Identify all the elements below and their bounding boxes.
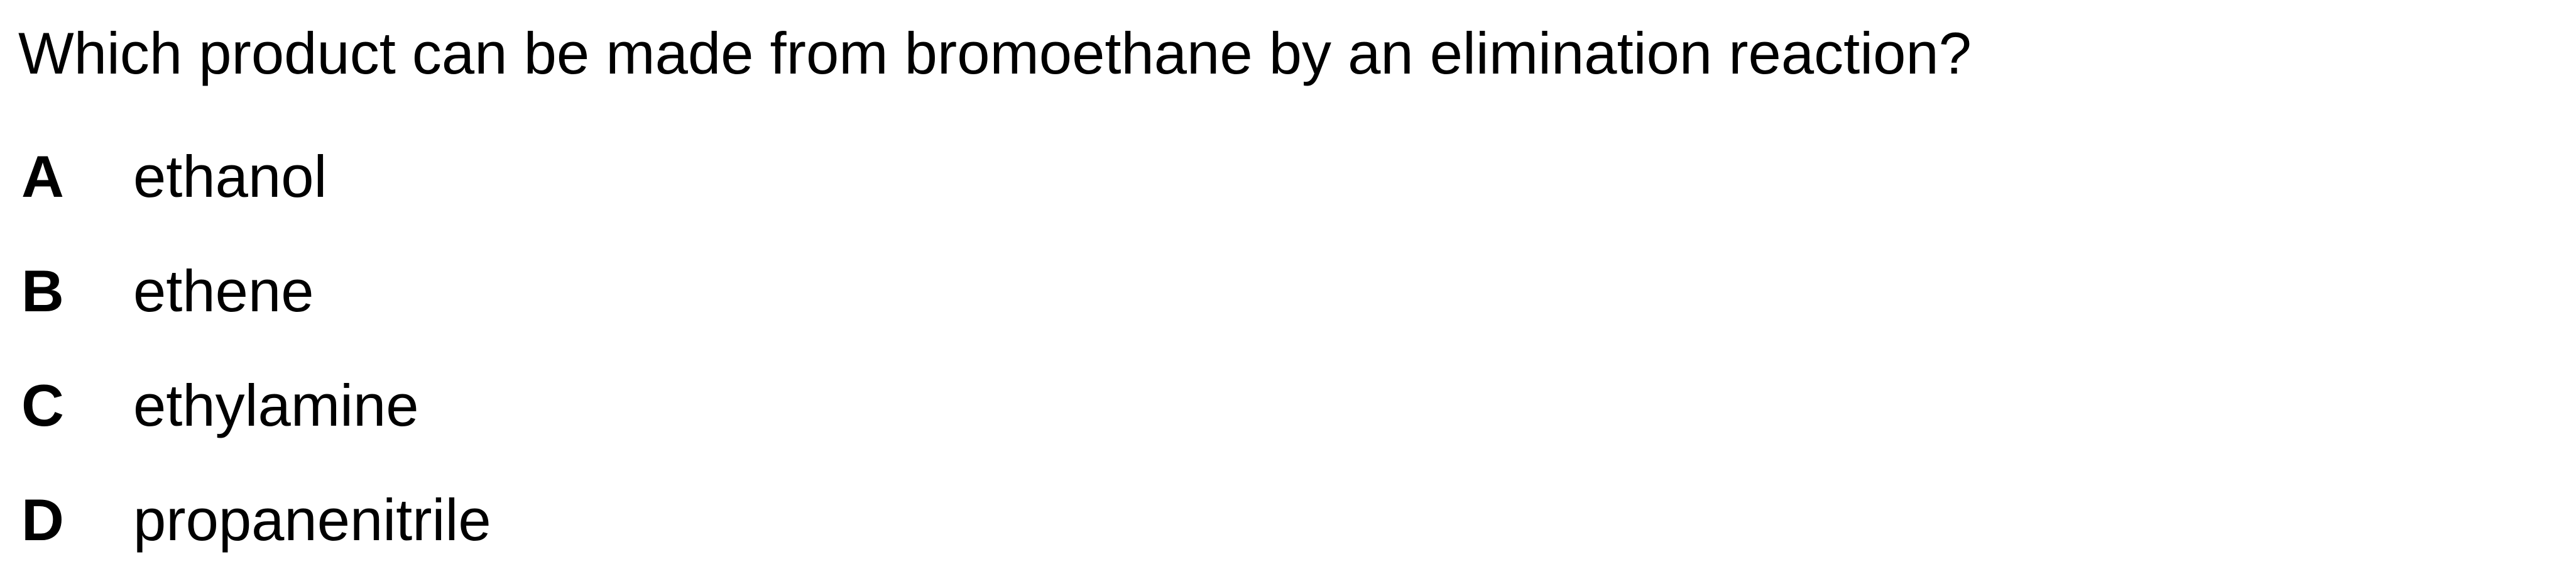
- option-text: ethanol: [133, 143, 327, 209]
- option-text: propanenitrile: [133, 487, 491, 553]
- option-letter: D: [21, 487, 64, 553]
- option-letter: C: [21, 372, 64, 438]
- question-text: Which product can be made from bromoethane by an elimination reaction?: [18, 20, 1972, 86]
- option-text: ethene: [133, 258, 314, 324]
- option-letter: A: [21, 143, 64, 209]
- option-letter: B: [21, 258, 64, 324]
- option-text: ethylamine: [133, 372, 419, 438]
